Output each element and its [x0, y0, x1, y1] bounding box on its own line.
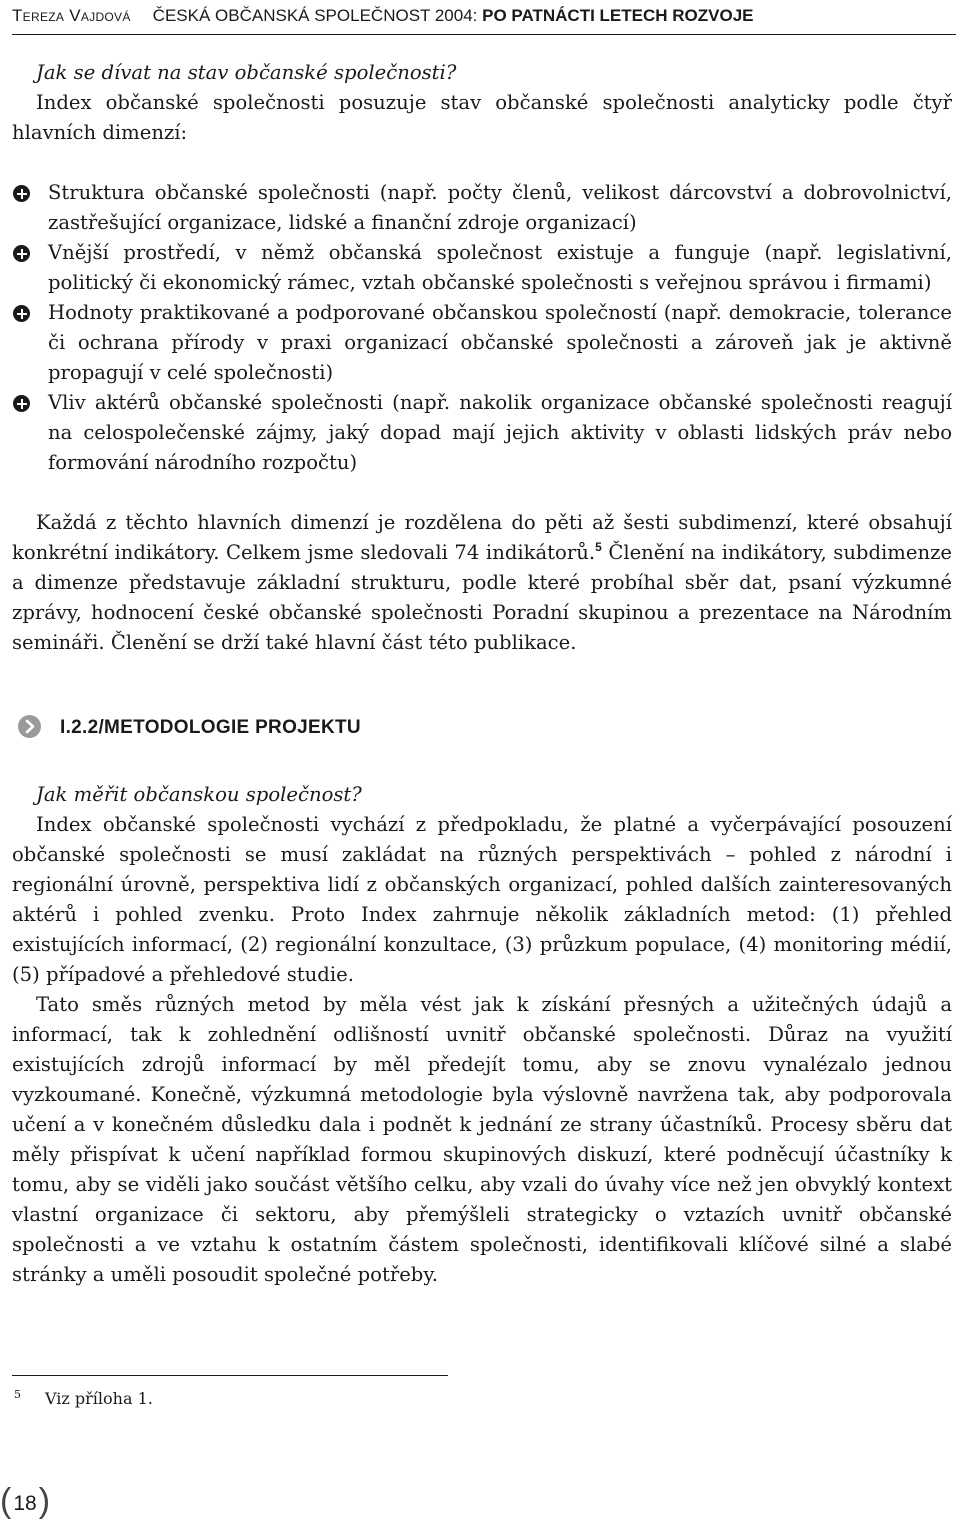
- intro-question: Jak se dívat na stav občanské společnosti?: [36, 61, 457, 84]
- running-header: [12, 6, 950, 26]
- header-title-prefix: ČESKÁ OBČANSKÁ SPOLEČNOST 2004:: [152, 6, 483, 25]
- list-item-text: Hodnoty praktikované a podporované občanskou společností (např. demokracie, tolerance či ochrana přírody v praxi organizací občanské společnosti a zároveň jak je aktivně propagují v celé společnosti): [48, 301, 952, 384]
- chevron-right-icon: [18, 715, 41, 738]
- page-number: [0, 1480, 51, 1520]
- plus-circle-icon: [13, 245, 30, 262]
- plus-circle-icon: [13, 395, 30, 412]
- list-item: [12, 388, 952, 478]
- intro-text: Index občanské společnosti posuzuje stav občanské společnosti analyticky podle čtyř hlavních dimenzí:: [12, 91, 952, 144]
- list-item-text: Vliv aktérů občanské společnosti (např. nakolik organizace občanské společnosti reagují na celospolečenské zájmy, jaký dopad mají jejich aktivity v oblasti lidských práv nebo formování národního rozpočtu): [48, 391, 952, 474]
- footnote-number: 5: [14, 1388, 21, 1401]
- header-author: Tereza Vajdová: [12, 6, 131, 25]
- list-item-text: Struktura občanské společnosti (např. počty členů, velikost dárcovství a dobrovolnictví, zastřešující organizace, lidské a finanční zdroje organizací): [48, 181, 952, 234]
- section-paragraph-2: Tato směs různých metod by měla vést jak k získání přesných a užitečných údajů a informací, tak k zohlednění odlišností uvnitř občanské společnosti. Důraz na využití existujících zdrojů informací by měl předejít tomu, aby se znovu vynalézalo jednou vyzkoumané. Konečně, výzkumná metodologie byla výslovně navržena tak, aby podporovala učení a v konečném důsledku dala i podnět k jednání ze strany účastníků. Procesy sběru dat měly přispívat k učení například formou skupinových diskuzí, které podněcují účastníky k tomu, aby se viděli jako součást většího celku, aby vzali do úvahy více než jen obvyklý kontext vlastní organizace či sektoru, aby přemýšleli strategicky o vztazích uvnitř občanské společnosti a ve vztahu k ostatním částem společnosti, identifikovali klíčové silné a slabé stránky a uměli posoudit společné potřeby.: [12, 993, 952, 1286]
- footnote-text: Viz příloha 1.: [45, 1389, 153, 1408]
- dimensions-text-after: Členění na indikátory, subdimenze a dimenze představuje základní strukturu, podle které probíhal sběr dat, psaní výzkumné zprávy, hodnocení české občanské společnosti Poradní skupinou a prezentace na Národním semináři. Členění se drží také hlavní část této publikace.: [12, 541, 952, 654]
- section-question: Jak měřit občanskou společnost?: [36, 783, 362, 806]
- main-content: [12, 58, 952, 1290]
- list-item-text: Vnější prostředí, v němž občanská společnost existuje a funguje (např. legislativní, politický či ekonomický rámec, vztah občanské společnosti s veřejnou správou i firmami): [48, 241, 952, 294]
- dimensions-list: [12, 178, 952, 478]
- section-heading-label: I.2.2/METODOLOGIE PROJEKTU: [60, 717, 361, 738]
- header-rule: [12, 34, 956, 35]
- footnote-reference[interactable]: 5: [595, 540, 602, 554]
- page-number-open-paren: (: [0, 1482, 12, 1520]
- header-title-bold: PO PATNÁCTI LETECH ROZVOJE: [482, 6, 754, 25]
- footnote: [14, 1384, 153, 1410]
- list-item: [12, 178, 952, 238]
- section-paragraph-1: Index občanské společnosti vychází z předpokladu, že platné a vyčerpávající posouzení občanské společnosti se musí zakládat na různých perspektivách – pohled z národní i regionální úrovně, perspektiva lidí z občanských organizací, pohled dalších zainteresovaných aktérů i pohled zvenku. Proto Index zahrnuje několik základních metod: (1) přehled existujících informací, (2) regionální konzultace, (3) průzkum populace, (4) monitoring médií, (5) případové a přehledové studie.: [12, 813, 952, 986]
- page-number-value: 18: [13, 1492, 37, 1515]
- list-item: [12, 238, 952, 298]
- page-number-close-paren: ): [38, 1482, 51, 1520]
- header-title: [153, 6, 754, 25]
- dimensions-text-before: Každá z těchto hlavních dimenzí je rozdělena do pěti až šesti subdimenzí, které obsahují konkrétní indikátory. Celkem jsme sledovali 74 indikátorů.: [12, 511, 952, 564]
- dimensions-paragraph: [12, 508, 952, 658]
- plus-circle-icon: [13, 185, 30, 202]
- plus-circle-icon: [13, 305, 30, 322]
- section-heading: [12, 712, 952, 742]
- footnote-rule: [12, 1375, 448, 1376]
- list-item: [12, 298, 952, 388]
